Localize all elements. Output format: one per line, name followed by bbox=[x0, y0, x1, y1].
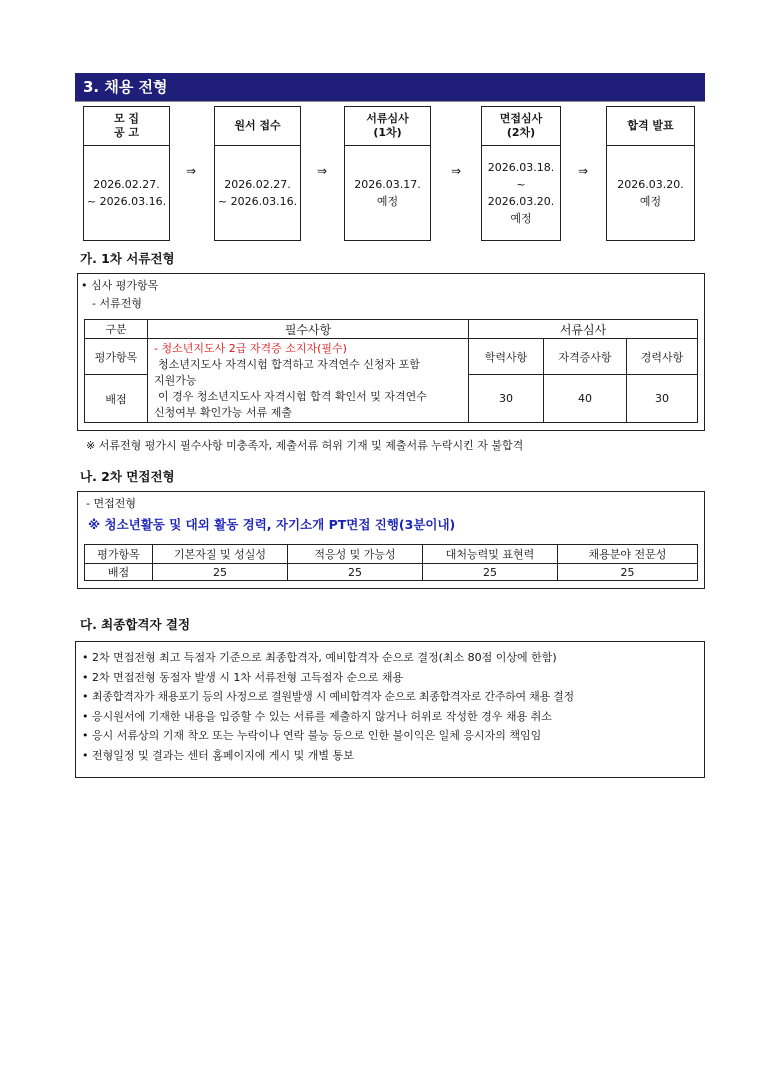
row-eval-label: 평가항목 bbox=[85, 545, 153, 564]
stage-date: 2026.03.18. ~ 2026.03.20. 예정 bbox=[487, 161, 555, 225]
arrow-icon: ⇒ bbox=[317, 164, 328, 178]
required-line: 신청여부 확인가능 서류 제출 bbox=[154, 406, 293, 419]
stage-title: 면접심사 (2차) bbox=[482, 107, 560, 146]
second-table bbox=[84, 544, 698, 581]
first-note: ※ 서류전형 평가시 필수사항 미충족자, 제출서류 허위 기재 및 제출서류 누락시킨 자 불합격 bbox=[86, 439, 524, 452]
first-table bbox=[84, 319, 698, 423]
score-certificate: 40 bbox=[544, 375, 627, 423]
item-career: 경력사항 bbox=[627, 339, 698, 375]
score: 25 bbox=[288, 564, 423, 581]
stage-title: 합격 발표 bbox=[607, 107, 694, 146]
row-score-label: 배점 bbox=[85, 564, 153, 581]
final-box bbox=[75, 641, 705, 778]
final-list bbox=[80, 648, 704, 765]
second-sub: - 면접전형 bbox=[86, 497, 136, 510]
score-career: 30 bbox=[627, 375, 698, 423]
stage-date: 2026.02.27. ~ 2026.03.16. bbox=[217, 178, 298, 208]
section-title: 3. 채용 전형 bbox=[75, 73, 705, 101]
arrow-icon: ⇒ bbox=[451, 164, 462, 178]
col-review: 서류심사 bbox=[469, 320, 698, 339]
score-education: 30 bbox=[469, 375, 544, 423]
score: 25 bbox=[423, 564, 558, 581]
list-item: • 응시원서에 기재한 내용을 입증할 수 있는 서류를 제출하지 않거나 허위로 작성한 경우 채용 취소 bbox=[80, 707, 704, 727]
list-item: • 2차 면접전형 최고 득점자 기준으로 최종합격자, 예비합격자 순으로 결정(최소 80점 이상에 한함) bbox=[80, 648, 704, 668]
stage-recruit-notice bbox=[83, 106, 170, 241]
required-cell bbox=[148, 339, 469, 423]
item: 채용분야 전문성 bbox=[558, 545, 698, 564]
arrow-icon: ⇒ bbox=[186, 164, 197, 178]
list-item: • 2차 면접전형 동점자 발생 시 1차 서류전형 고득점자 순으로 채용 bbox=[80, 668, 704, 688]
row-score-label: 배점 bbox=[85, 375, 148, 423]
first-heading: 가. 1차 서류전형 bbox=[80, 251, 175, 266]
item: 기본자질 및 성실성 bbox=[153, 545, 288, 564]
required-red: - 청소년지도사 2급 자격증 소지자(필수) bbox=[154, 342, 347, 355]
item-education: 학력사항 bbox=[469, 339, 544, 375]
required-line: 이 경우 청소년지도사 자격시험 합격 확인서 및 자격연수 bbox=[158, 390, 427, 403]
first-sub: - 서류전형 bbox=[92, 297, 142, 310]
final-heading: 다. 최종합격자 결정 bbox=[80, 617, 191, 632]
first-box bbox=[77, 273, 705, 431]
arrow-icon: ⇒ bbox=[578, 164, 589, 178]
stage-title: 원서 접수 bbox=[215, 107, 300, 146]
list-item: • 전형일정 및 결과는 센터 홈페이지에 게시 및 개별 통보 bbox=[80, 746, 704, 766]
stage-announcement bbox=[606, 106, 695, 241]
first-bullet: • 심사 평가항목 bbox=[81, 279, 159, 292]
col-label: 구분 bbox=[85, 320, 148, 339]
required-line: 청소년지도사 자격시험 합격하고 자격연수 신청자 포함 bbox=[158, 358, 420, 371]
stage-date: 2026.02.27. ~ 2026.03.16. bbox=[86, 178, 167, 208]
second-box bbox=[77, 491, 705, 589]
item-certificate: 자격증사항 bbox=[544, 339, 627, 375]
row-eval-label: 평가항목 bbox=[85, 339, 148, 375]
list-item: • 응시 서류상의 기재 착오 또는 누락이나 연락 불능 등으로 인한 불이익은 일체 응시자의 책임임 bbox=[80, 726, 704, 746]
score: 25 bbox=[558, 564, 698, 581]
col-required: 필수사항 bbox=[148, 320, 469, 339]
stage-application bbox=[214, 106, 301, 241]
list-item: • 최종합격자가 채용포기 등의 사정으로 결원발생 시 예비합격자 순으로 최종합격자로 간주하여 채용 결정 bbox=[80, 687, 704, 707]
item: 대처능력및 표현력 bbox=[423, 545, 558, 564]
second-highlight: ※ 청소년활동 및 대외 활동 경력, 자기소개 PT면접 진행(3분이내) bbox=[88, 517, 456, 532]
second-heading: 나. 2차 면접전형 bbox=[80, 469, 175, 484]
stage-interview bbox=[481, 106, 561, 241]
stage-date: 2026.03.20. 예정 bbox=[617, 178, 684, 208]
item: 적응성 및 가능성 bbox=[288, 545, 423, 564]
stage-title: 모 집 공 고 bbox=[84, 107, 169, 146]
required-line: 지원가능 bbox=[154, 374, 197, 387]
stage-title: 서류심사 (1차) bbox=[345, 107, 430, 146]
score: 25 bbox=[153, 564, 288, 581]
stage-document-review bbox=[344, 106, 431, 241]
stage-date: 2026.03.17. 예정 bbox=[354, 178, 421, 208]
